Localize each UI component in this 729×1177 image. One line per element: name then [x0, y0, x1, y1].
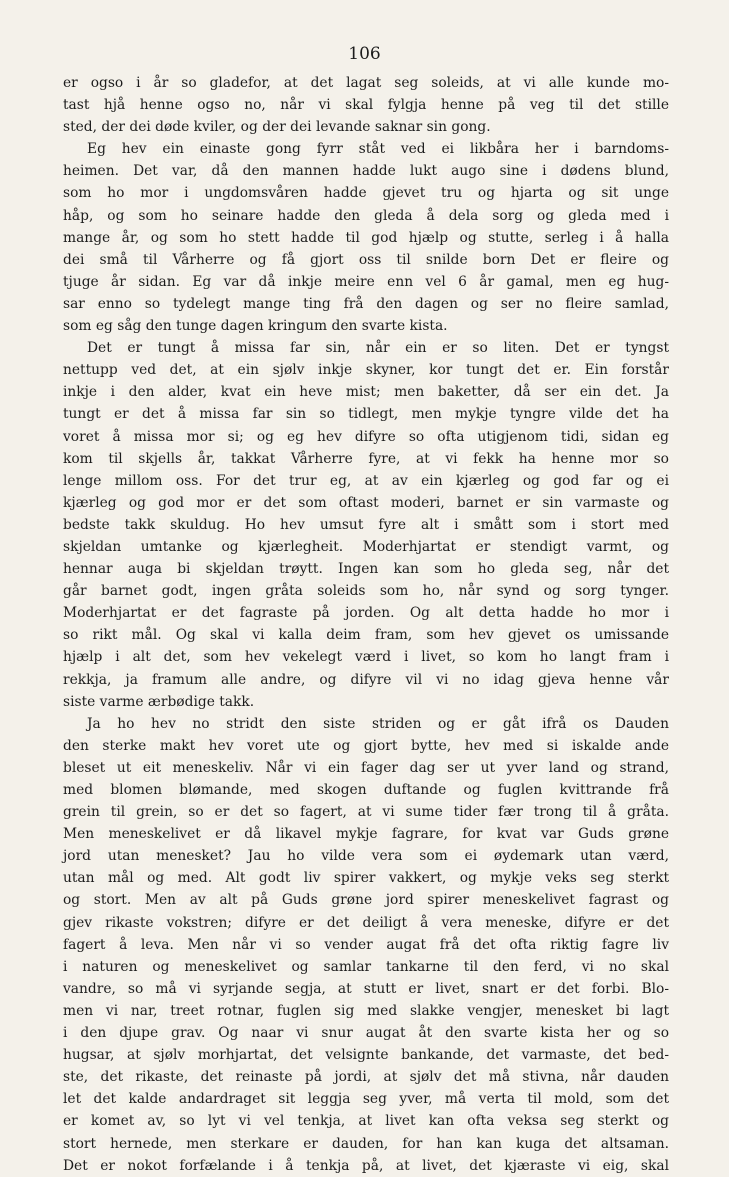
text-line: Eg hev ein einaste gong fyrr ståt ved ei likbåra her i barndoms- — [87, 141, 669, 158]
text-line: rekkja, ja framum alle andre, og difyre vil vi no idag gjeva henne vår — [63, 671, 669, 688]
text-line: som eg såg den tunge dagen kringum den svarte kista. — [63, 318, 448, 335]
text-line: sar enno so tydelegt mange ting frå den dagen og ser no fleire samlad, — [63, 295, 669, 312]
text-line: inkje i den alder, kvat ein heve mist; men baketter, då ser ein det. Ja — [63, 384, 669, 401]
text-line: nettupp ved det, at ein sjølv inkje skyner, kor tungt det er. Ein forstår — [63, 362, 669, 379]
text-line: heimen. Det var, då den mannen hadde lukt augo sine i dødens blund, — [63, 163, 669, 180]
text-line: går barnet godt, ingen gråta soleids som ho, når synd og sorg tynger. — [63, 583, 669, 600]
text-line: Moderhjartat er det fagraste på jorden. Og alt detta hadde ho mor i — [63, 605, 669, 622]
text-line: voret å missa mor si; og eg hev difyre so ofta utigjenom tidi, sidan eg — [63, 428, 669, 445]
text-line: er komet av, so lyt vi vel tenkja, at livet kan ofta veksa seg sterkt og — [63, 1113, 669, 1130]
text-line: Ja ho hev no stridt den siste striden og er gåt ifrå os Dauden — [87, 715, 669, 732]
text-line: utan mål og med. Alt godt liv spirer vakkert, og mykje veks seg sterkt — [63, 870, 669, 887]
text-line: let det kalde andardraget sit leggja seg yver, må verta til mold, som det — [63, 1091, 669, 1108]
text-line: som ho mor i ungdomsvåren hadde gjevet tru og hjarta og sit unge — [63, 185, 669, 202]
text-line: tast hjå henne ogso no, når vi skal fylgja henne på veg til det stille — [63, 97, 669, 114]
text-line: siste varme ærbødige takk. — [63, 693, 255, 710]
text-line: med blomen blømande, med skogen duftande og fuglen kvittrande frå — [63, 782, 669, 798]
text-line: håp, og som ho seinare hadde den gleda å dela sorg og gleda med i — [63, 207, 669, 224]
text-line: bedste takk skuldug. Ho hev umsut fyre alt i smått som i stort med — [63, 516, 669, 533]
text-line: grein til grein, so er det so fagert, at vi sume tider fær trong til å gråta. — [63, 804, 669, 821]
text-line: Det er tungt å missa far sin, når ein er so liten. Det er tyngst — [87, 340, 669, 357]
text-line: tjuge år sidan. Eg var då inkje meire enn vel 6 år gamal, men eg hug- — [63, 273, 669, 290]
text-line: hugsar, at sjølv morhjartat, det velsignte bankande, det varmaste, det bed- — [63, 1047, 669, 1064]
text-line: gjev rikaste vokstren; difyre er det deiligt å vera meneske, difyre er det — [63, 914, 669, 931]
text-line: kjærleg og god mor er det som oftast moderi, barnet er sin varmaste og — [63, 494, 669, 511]
text-line: men vi nar, treet rotnar, fuglen sig med slakke vengjer, menesket bi lagt — [63, 1002, 669, 1019]
text-line: vandre, so må vi syrjande segja, at stutt er livet, snart er det forbi. Blo- — [63, 980, 669, 997]
text-line: i den djupe grav. Og naar vi snur augat åt den svarte kista her og so — [63, 1025, 669, 1042]
text-line: Det er nokot forfælande i å tenkja på, at livet, det kjæraste vi eig, skal — [63, 1157, 669, 1174]
text-line: so rikt mål. Og skal vi kalla deim fram, som hev gjevet os umissande — [63, 627, 669, 644]
text-line: og stort. Men av alt på Guds grøne jord spirer meneskelivet fagrast og — [63, 892, 669, 909]
text-line: skjeldan umtanke og kjærlegheit. Moderhjartat er stendigt varmt, og — [63, 538, 669, 555]
text-line: ste, det rikaste, det reinaste på jordi, at sjølv det må stivna, når dauden — [63, 1069, 669, 1086]
text-line: kom til skjells år, takkat Vårherre fyre, at vi fekk ha henne mor so — [63, 450, 669, 467]
text-line: er ogso i år so gladefor, at det lagat seg soleids, at vi alle kunde mo- — [63, 75, 669, 91]
text-line: jord utan menesket? Jau ho vilde vera som ei øydemark utan værd, — [63, 848, 669, 865]
text-line: bleset ut eit meneskeliv. Når vi ein fager dag ser ut yver land og strand, — [63, 759, 669, 776]
text-line: tungt er det å missa far sin so tidlegt, men mykje tyngre vilde det ha — [63, 406, 669, 423]
text-line: hennar auga bi skjeldan trøytt. Ingen kan som ho gleda seg, når det — [63, 561, 669, 578]
text-body — [63, 72, 669, 1177]
text-line: dei små til Vårherre og få gjort oss til snilde born Det er fleire og — [63, 251, 669, 268]
text-line: Men meneskelivet er då likavel mykje fagrare, for kvat var Guds grøne — [63, 826, 669, 843]
text-line: i naturen og meneskelivet og samlar tankarne til den ferd, vi no skal — [63, 958, 669, 975]
text-line: den sterke makt hev voret ute og gjort bytte, hev med si iskalde ande — [63, 737, 669, 754]
text-line: sted, der dei døde kviler, og der dei levande saknar sin gong. — [63, 119, 491, 136]
text-line: stort hernede, men sterkare er dauden, for han kan kuga det altsaman. — [63, 1135, 669, 1152]
page-number: 106 — [348, 44, 381, 64]
text-line: lenge millom oss. For det trur eg, at av ein kjærleg og god far og ei — [63, 472, 669, 489]
text-line: fagert å leva. Men når vi so vender augat frå det ofta riktig fagre liv — [63, 936, 669, 953]
text-line: mange år, og som ho stett hadde til god hjælp og stutte, serleg i å halla — [63, 229, 669, 246]
text-line: hjælp i alt det, som hev vekelegt værd i livet, so kom ho langt fram i — [63, 649, 669, 666]
